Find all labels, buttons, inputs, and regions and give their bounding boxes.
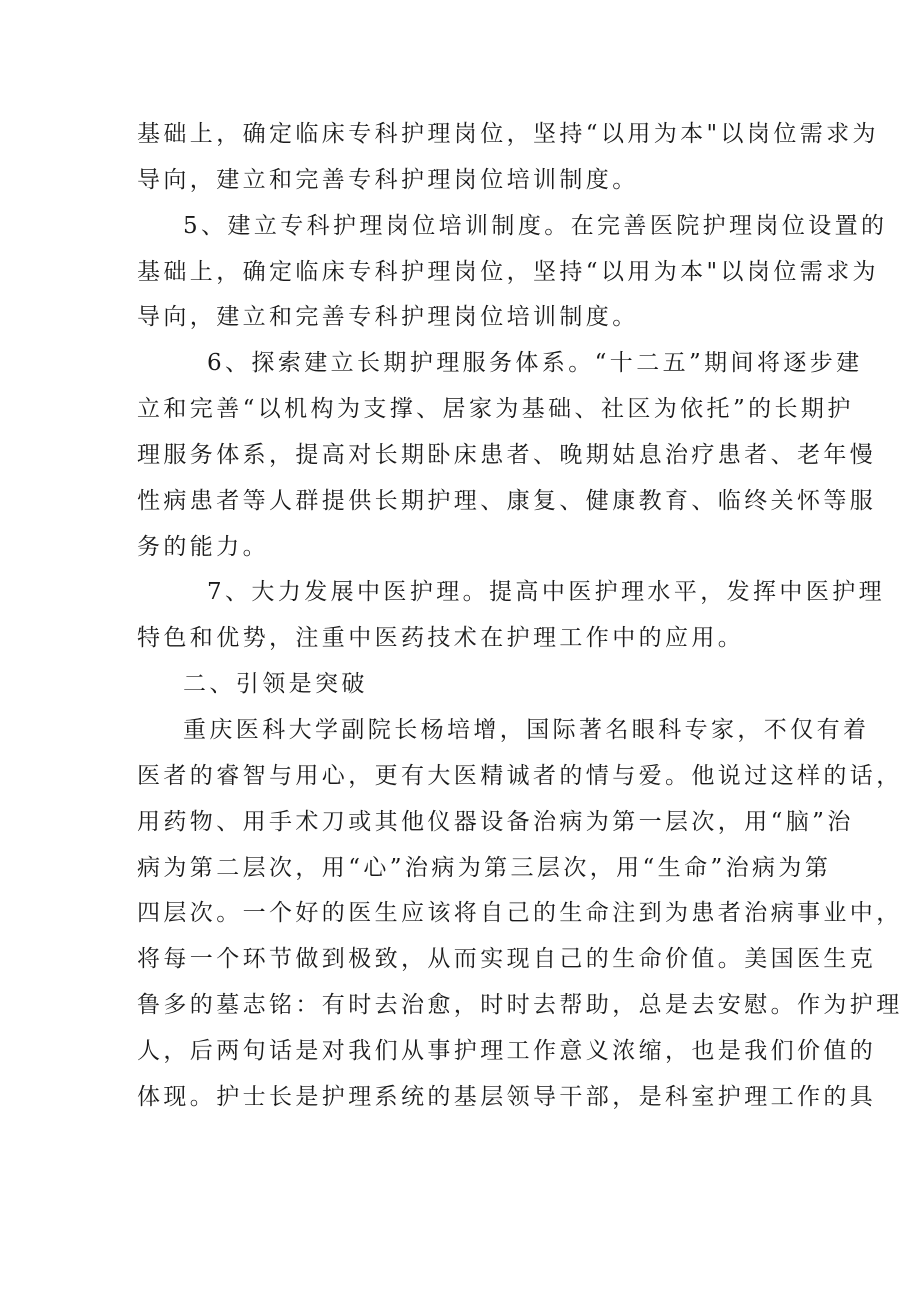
- text-line: 四层次。一个好的医生应该将自己的生命注到为患者治病事业中，: [137, 900, 903, 927]
- text-line: 鲁多的墓志铭：有时去治愈，时时去帮助，总是去安慰。作为护理: [137, 992, 903, 1019]
- text-line: 基础上，确定临床专科护理岗位，坚持“以用为本"以岗位需求为: [137, 258, 879, 285]
- text-line: 7、大力发展中医护理。提高中医护理水平，发挥中医护理: [207, 579, 886, 606]
- text-line: 导向，建立和完善专科护理岗位培训制度。: [137, 304, 639, 331]
- text-line: 务的能力。: [137, 533, 269, 560]
- text-line: 重庆医科大学副院长杨培增，国际著名眼科专家，不仅有着: [183, 716, 870, 743]
- section-heading: 二、引领是突破: [183, 671, 368, 698]
- body-text: [137, 112, 903, 1121]
- text-line: 6、探索建立长期护理服务体系。“十二五”期间将逐步建: [207, 350, 863, 377]
- text-line: 用药物、用手术刀或其他仪器设备治病为第一层次，用“脑”治: [137, 808, 854, 835]
- text-line: 5、建立专科护理岗位培训制度。在完善医院护理岗位设置的: [183, 212, 888, 239]
- text-line: 立和完善“以机构为支撑、居家为基础、社区为依托”的长期护: [137, 396, 854, 423]
- text-line: 医者的睿智与用心，更有大医精诚者的情与爱。他说过这样的话，: [137, 762, 903, 789]
- text-line: 病为第二层次，用“心”治病为第三层次，用“生命”治病为第: [137, 854, 832, 881]
- text-line: 人，后两句话是对我们从事护理工作意义浓缩，也是我们价值的: [137, 1037, 877, 1064]
- text-line: 基础上，确定临床专科护理岗位，坚持“以用为本"以岗位需求为: [137, 121, 879, 147]
- text-line: 将每一个环节做到极致，从而实现自己的生命价值。美国医生克: [137, 946, 877, 973]
- text-line: 特色和优势，注重中医药技术在护理工作中的应用。: [137, 625, 745, 652]
- text-line: 理服务体系，提高对长期卧床患者、晚期姑息治疗患者、老年慢: [137, 441, 877, 468]
- text-line: 性病患者等人群提供长期护理、康复、健康教育、临终关怀等服: [137, 487, 877, 514]
- text-line: 导向，建立和完善专科护理岗位培训制度。: [137, 166, 639, 193]
- text-line: 体现。护士长是护理系统的基层领导干部，是科室护理工作的具: [137, 1083, 877, 1110]
